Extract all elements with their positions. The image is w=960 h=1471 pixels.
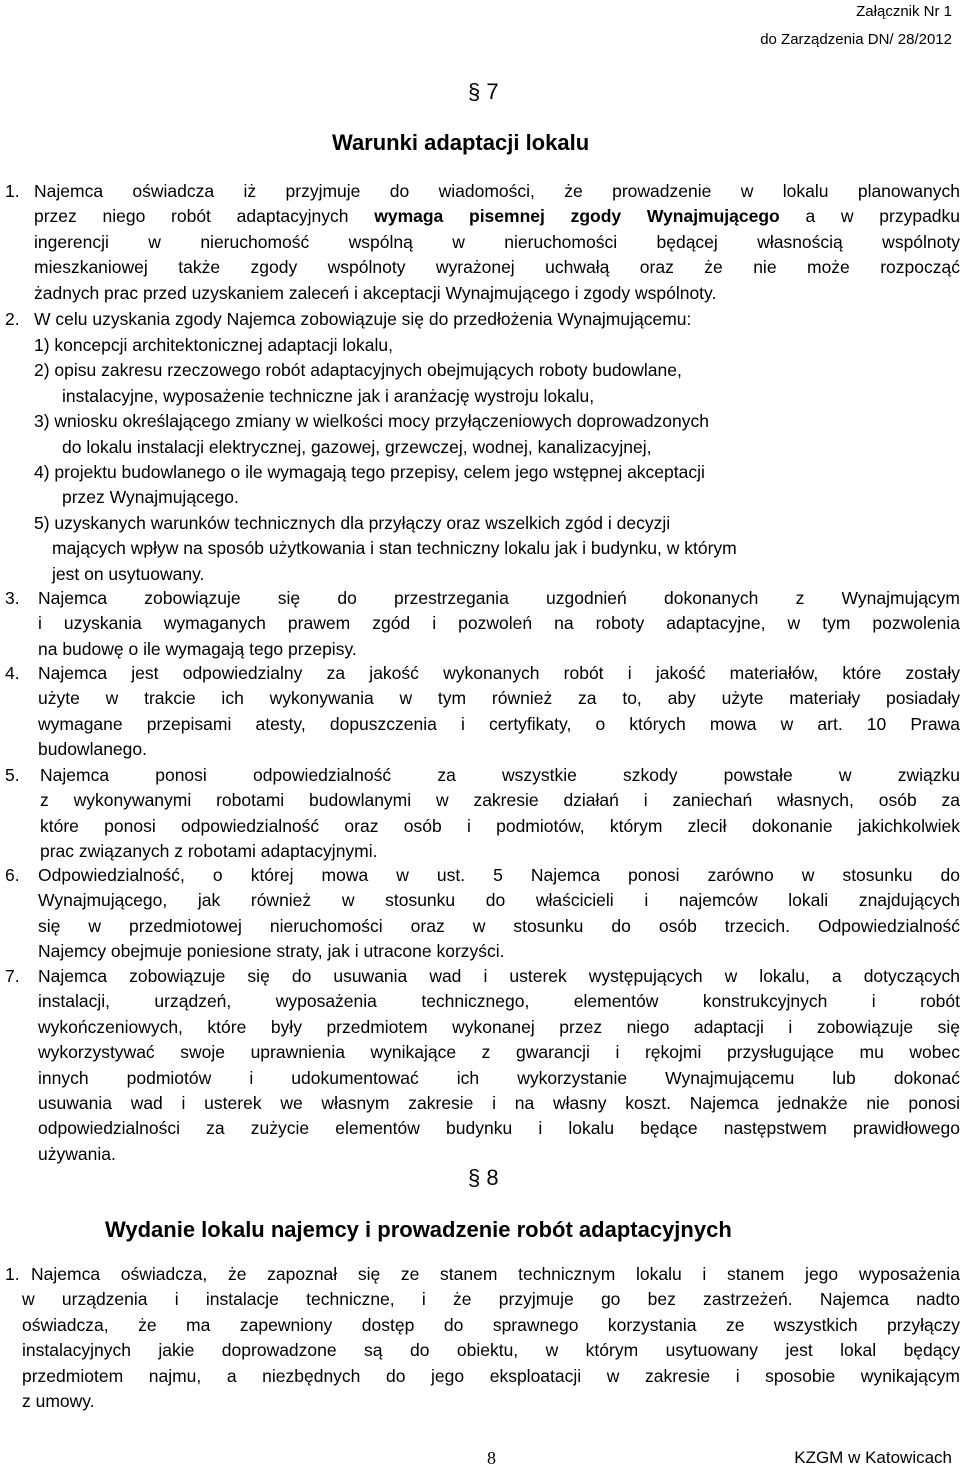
item-number: 7. <box>5 966 20 986</box>
sub-item-4-cont: przez Wynajmującego. <box>62 487 239 508</box>
sub-item-2-cont: instalacyjne, wyposażenie techniczne jak i aranżację wystroju lokalu, <box>62 385 595 406</box>
text-line: mieszkaniowej także zgody wspólnoty wyrażonej uchwałą oraz że nie może rozpocząć <box>34 257 960 278</box>
text-line: innych podmiotów i udokumentować ich wykorzystanie Wynajmującemu lub dokonać <box>38 1067 960 1088</box>
text-line: oświadcza, że ma zapewniony dostęp do sprawnego korzystania ze wszystkich przyłączy <box>22 1314 960 1335</box>
sub-item-5-cont: mających wpływ na sposób użytkowania i stan techniczny lokalu jak i budynku, w którym <box>52 538 737 559</box>
text-line: używania. <box>38 1143 116 1164</box>
item-number: 5. <box>5 765 20 785</box>
bold-phrase: wymaga pisemnej zgody Wynajmującego <box>374 206 780 227</box>
list-item-7-5 <box>5 763 960 865</box>
section-mark-8: § 8 <box>468 1165 499 1190</box>
text-line: wykończeniowych, które były przedmiotem wykonanej przez niego adaptacji i zobowiązuje się <box>38 1016 960 1037</box>
text-line: Najemca oświadcza iż przyjmuje do wiadomości, że prowadzenie w lokalu planowanych <box>34 181 960 201</box>
sub-item-3: 3) wniosku określającego zmiany w wielkości mocy przyłączeniowych doprowadzonych <box>34 411 710 432</box>
text-line: żadnych prac przed uzyskaniem zaleceń i akceptacji Wynajmującego i zgody wspólnoty. <box>34 282 717 303</box>
text-line: Najemcy obejmuje poniesione straty, jak i utracone korzyści. <box>38 941 505 962</box>
sub-list <box>34 333 934 587</box>
text-line: Odpowiedzialność, o której mowa w ust. 5 Najemca ponosi zarówno w stosunku do <box>38 865 960 885</box>
text-line: prac związanych z robotami adaptacyjnymi. <box>40 841 378 862</box>
text-line: Najemca zobowiązuje się do przestrzegania uzgodnień dokonanych z Wynajmującym <box>38 588 960 608</box>
annex-label: Załącznik Nr 1 <box>856 3 952 20</box>
text-line: i uzyskania wymaganych prawem zgód i pozwoleń na roboty adaptacyjne, w tym pozwolenia <box>38 613 960 634</box>
item-number: 4. <box>5 663 20 683</box>
text-line: Najemca jest odpowiedzialny za jakość wykonanych robót i jakość materiałów, które zostały <box>38 663 960 683</box>
item-number: 3. <box>5 588 20 608</box>
sub-item-2: 2) opisu zakresu rzeczowego robót adaptacyjnych obejmujących roboty budowlane, <box>34 360 682 381</box>
list-item-7-4 <box>5 661 960 763</box>
text-line: wymagane przepisami atesty, dopuszczenia i certyfikaty, o których mowa w art. 10 Prawa <box>38 713 960 734</box>
text-line: usuwania wad i usterek we własnym zakresie i na własny koszt. Najemca jednakże nie ponosi <box>38 1093 960 1114</box>
list-item-7-3 <box>5 586 960 662</box>
text-line: odpowiedzialności za zużycie elementów budynku i lokalu będące następstwem prawidłowego <box>38 1118 960 1139</box>
item-number: 2. <box>5 309 20 329</box>
text-line: ingerencji w nieruchomość wspólną w nieruchomości będącej własnością wspólnoty <box>34 231 960 252</box>
sub-item-4: 4) projektu budowlanego o ile wymagają tego przepisy, celem jego wstępnej akceptacji <box>34 462 705 483</box>
text-line: z wykonywanymi robotami budowlanymi w zakresie działań i zaniechań własnych, osób za <box>40 790 960 811</box>
text-line: się w przedmiotowej nieruchomości oraz w stosunku do osób trzecich. Odpowiedzialność <box>38 915 960 936</box>
text-line: przez niego robót adaptacyjnych wymaga pisemnej zgody Wynajmującego a w przypadku <box>34 206 960 227</box>
list-item-7-6 <box>5 863 960 965</box>
list-item-7-1 <box>5 179 960 306</box>
text-line: w urządzenia i instalacje techniczne, i że przyjmuje go bez zastrzeżeń. Najemca nadto <box>22 1289 960 1310</box>
section-mark-7: § 7 <box>468 79 499 104</box>
text-line: Wynajmującego, jak również w stosunku do właścicieli i najemców lokali znajdujących <box>38 890 960 911</box>
text-line: Najemca oświadcza, że zapoznał się ze stanem technicznym lokalu i stanem jego wyposażenia <box>31 1264 960 1284</box>
page-number: 8 <box>487 1448 496 1468</box>
sub-item-5-cont: jest on usytuowany. <box>52 563 205 584</box>
order-reference: do Zarządzenia DN/ 28/2012 <box>760 31 952 48</box>
list-item-8-1 <box>5 1262 960 1414</box>
text-line: na budowę o ile wymagają tego przepisy. <box>38 638 357 659</box>
list-item-7-7 <box>5 964 960 1167</box>
text-line: W celu uzyskania zgody Najemca zobowiązuje się do przedłożenia Wynajmującemu: <box>34 309 692 329</box>
text-line: z umowy. <box>22 1391 95 1412</box>
list-item-7-2 <box>5 307 960 332</box>
item-number: 1. <box>5 1264 20 1284</box>
item-number: 1. <box>5 181 20 201</box>
section-title-8: Wydanie lokalu najemcy i prowadzenie robót adaptacyjnych <box>105 1217 732 1242</box>
text-line: instalacji, urządzeń, wyposażenia technicznego, elementów konstrukcyjnych i robót <box>38 991 960 1012</box>
text-line: Najemca ponosi odpowiedzialność za wszystkie szkody powstałe w związku <box>40 765 960 785</box>
text-line: które ponosi odpowiedzialność oraz osób i podmiotów, którym zlecił dokonanie jakichkolwiek <box>40 815 960 836</box>
item-number: 6. <box>5 865 20 885</box>
sub-item-3-cont: do lokalu instalacji elektrycznej, gazowej, grzewczej, wodnej, kanalizacyjnej, <box>62 436 652 457</box>
organization-name: KZGM w Katowicach <box>794 1448 952 1467</box>
sub-item-5: 5) uzyskanych warunków technicznych dla przyłączy oraz wszelkich zgód i decyzji <box>34 512 671 533</box>
text-line: budowlanego. <box>38 739 147 760</box>
text-line: wykorzystywać swoje uprawnienia wynikające z gwarancji i rękojmi przysługujące mu wobec <box>38 1042 960 1063</box>
text-line: przedmiotem najmu, a niezbędnych do jego eksploatacji w zakresie i sposobie wynikającym <box>22 1365 960 1386</box>
text-line: użyte w trakcie ich wykonywania w tym również za to, aby użyte materiały posiadały <box>38 688 960 709</box>
section-title-7: Warunki adaptacji lokalu <box>332 130 590 155</box>
sub-item-1: 1) koncepcji architektonicznej adaptacji lokalu, <box>34 335 393 355</box>
text-line: instalacyjnych jakie doprowadzone są do obiektu, w którym usytuowany jest lokal będący <box>22 1340 960 1361</box>
text-line: Najemca zobowiązuje się do usuwania wad i usterek występujących w lokalu, a dotyczących <box>38 966 960 986</box>
